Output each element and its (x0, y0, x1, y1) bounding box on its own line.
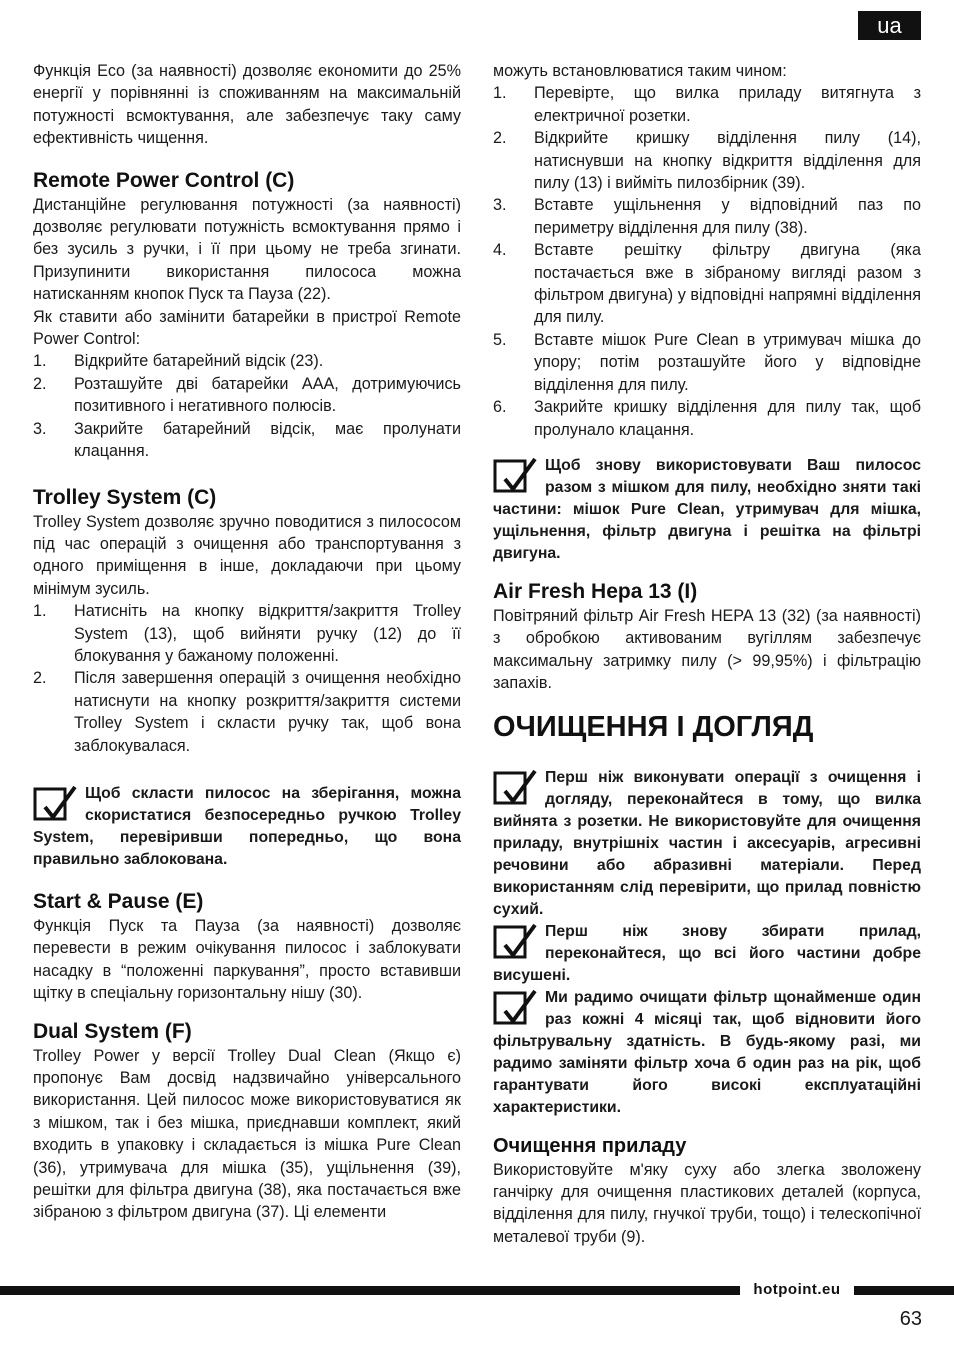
bag-install-steps-list (493, 82, 921, 441)
footer-rule-right (854, 1286, 954, 1295)
list-item: 1. Відкрийте батарейний відсік (23). (33, 352, 324, 371)
checkmark-note-icon (493, 769, 541, 809)
trolley-paragraph: Trolley System дозволяє зручно поводитися з пилососом під час операцій з очищення або транспортування з одного приміщення в інше, докладаючи при цьому мінімум зусиль. (33, 512, 461, 598)
device-cleaning-heading: Очищення приладу (493, 1134, 687, 1157)
list-item: 1. Перевірте, що вилка приладу витягнута з електричної розетки. (493, 84, 921, 125)
dual-system-heading: Dual System (F) (33, 1019, 192, 1043)
list-item: 2. Після завершення операцій з очищення необхідно натиснути на кнопку розкриття/закриття системи Trolley System і скласти ручку так, щоб вона заблокувалася. (33, 669, 461, 755)
continuation-text: можуть встановлюватися таким чином: (493, 62, 787, 80)
checkmark-note-icon (493, 457, 541, 497)
drying-note: Перш ніж знову збирати прилад, переконайтеся, що всі його частини добре висушені. (493, 922, 921, 984)
reuse-bag-note: Щоб знову використовувати Ваш пилосос разом з мішком для пилу, необхідно зняти такі частини: мішок Pure Clean, утримувач для мішка, ущільнення, фільтр двигуна і решітка на фільтрі двигуна. (493, 456, 921, 562)
list-item: 5. Вставте мішок Pure Clean в утримувач мішка до упору; потім розташуйте його у відповідне відділення для пилу. (493, 330, 921, 394)
trolley-system-heading: Trolley System (C) (33, 485, 217, 509)
footer-rule-left (0, 1286, 740, 1295)
checkmark-note-icon (33, 785, 81, 825)
list-item: 2. Відкрийте кришку відділення пилу (14), натиснувши на кнопку відкриття відділення для пилу (13) і вийміть пилозбірник (39). (493, 129, 921, 193)
start-pause-paragraph: Функція Пуск та Пауза (за наявності) дозволяє перевести в режим очікування пилосос і заблокувати насадку в “положенні паркування”, просто вставивши щітку в спеціальну горизонтальну нішу (30). (33, 916, 461, 1003)
cleaning-care-heading: ОЧИЩЕННЯ І ДОГЛЯД (493, 710, 814, 743)
dual-system-paragraph: Trolley Power у версії Trolley Dual Clean (Якщо є) пропонує Вам досвід надзвичайно універсального використання. Цей пилосос може використовуватися як з мішком, так і без мішка, приєднавши комплект, який входить в упаковку і складається із мішка Pure Clean (36), утримувача для мішка (35), ущільнення (39), решітки для фільтра двигуна (38), яка постачається вже зібраною з фільтром двигуна (37). Ці елементи (33, 1046, 461, 1222)
air-fresh-hepa-paragraph: Повітряний фільтр Air Fresh HEPA 13 (32) (за наявності) з обробкою активованим вугіллям забезпечує максимальну затримку пилу (> 99,95%) і фільтрацію запахів. (493, 606, 921, 693)
list-item: 3. Вставте ущільнення у відповідний паз по периметру відділення для пилу (38). (493, 196, 921, 237)
trolley-note: Щоб скласти пилосос на зберігання, можна скористатися безпосередньо ручкою Trolley System, перевіривши попередньо, що вона правильно заблокована. (33, 784, 461, 868)
list-item: 6. Закрийте кришку відділення для пилу так, щоб пролунало клацання. (493, 398, 921, 439)
checkmark-note-icon (493, 923, 541, 963)
air-fresh-hepa-heading: Air Fresh Hepa 13 (I) (493, 579, 698, 603)
list-item: 4. Вставте решітку фільтру двигуна (яка постачається вже в зібраному вигляді разом з фільтром двигуна) у відповідні напрямні відділення для пилу. (493, 241, 921, 327)
list-item: 3. Закрийте батарейний відсік, має пролунати клацання. (33, 419, 461, 461)
remote-paragraph-1: Дистанційне регулювання потужності (за наявності) дозволяє регулювати потужність всмоктування прямо і без зусиль з ручки, і її при цьому не треба згинати. Призупинити використання пилососа можна натисканням кнопок Пуск та Пауза (22). (33, 195, 461, 304)
brand-website: hotpoint.eu (753, 1281, 841, 1298)
filter-cleaning-note: Ми радимо очищати фільтр щонайменше один раз кожні 4 місяці так, щоб відновити його фільтрувальну здатність. В будь-якому разі, ми радимо заміняти фільтр хоча б один раз на рік, щоб гарантувати його високі експлуатаційні характеристики. (493, 988, 921, 1116)
right-column (493, 60, 921, 1248)
device-cleaning-paragraph: Використовуйте м'яку суху або злегка зволожену ганчірку для очищення пластикових деталей (корпуса, відділення для пилу, гнучкої труби, тощо) і телескопічної металевої труби (9). (493, 1160, 921, 1246)
eco-paragraph: Функція Eco (за наявності) дозволяє економити до 25% енергії у порівнянні із споживанням на максимальній потужності всмоктування, але забезпечує таку саму ефективність чищення. (33, 62, 461, 148)
left-column (33, 60, 461, 1224)
language-badge: ua (858, 11, 921, 40)
page-number: 63 (899, 1308, 922, 1330)
list-item: 2. Розташуйте дві батарейки AAA, дотримуючись позитивного і негативного полюсів. (33, 374, 461, 416)
trolley-steps-list (33, 600, 461, 757)
remote-paragraph-2: Як ставити або замінити батарейки в пристрої Remote Power Control: (33, 307, 461, 349)
list-item: 1. Натисніть на кнопку відкриття/закриття Trolley System (13), щоб вийняти ручку (12) до її блокування у бажаному положенні. (33, 602, 461, 665)
battery-steps-list (33, 350, 461, 462)
start-pause-heading: Start & Pause (E) (33, 889, 204, 913)
checkmark-note-icon (493, 989, 541, 1029)
remote-power-heading: Remote Power Control (C) (33, 168, 295, 192)
cleaning-safety-note: Перш ніж виконувати операції з очищення і догляду, переконайтеся в тому, що вилка вийнята з розетки. Не використовуйте для очищення приладу, внутрішніх частин і аксесуарів, агресивні речовини або абразивні матеріали. Перед використанням слід перевірити, що прилад повністю сухий. (493, 768, 921, 918)
